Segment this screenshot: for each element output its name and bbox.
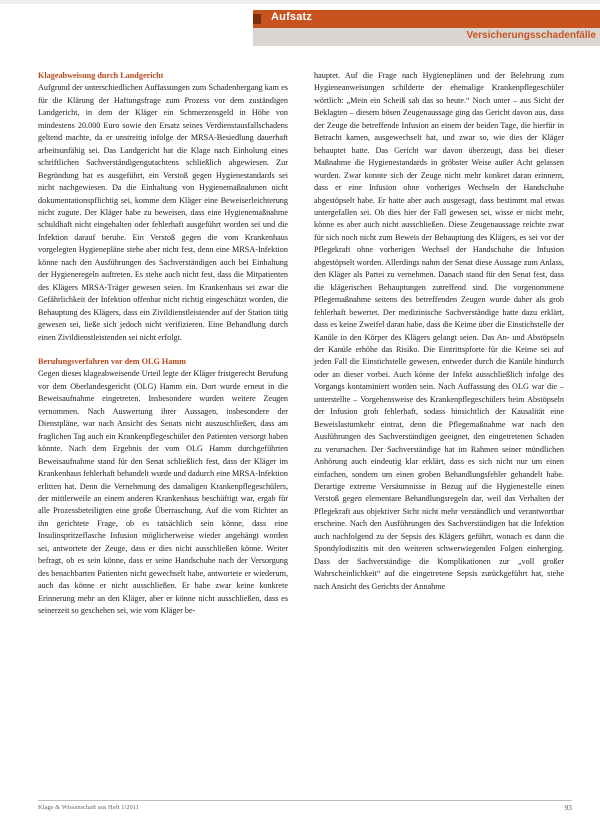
section-heading: Berufungsverfahren vor dem OLG Hamm [38, 356, 186, 366]
footer-rule [38, 800, 572, 801]
right-column [314, 70, 564, 593]
section-name: Aufsatz [271, 11, 313, 23]
footer-journal: Klage & Wissenschaft aus Heft 1/2011 [38, 804, 140, 811]
paragraph-gap [38, 344, 288, 356]
section-heading: Klageabweisung durch Landgericht [38, 71, 164, 80]
section-subtitle: Versicherungsschadenfälle [466, 30, 596, 41]
body-paragraph: Gegen dieses klageabweisende Urteil legte der Kläger fristgerecht Berufung vor dem Oberlandesgericht (OLG) Hamm ein. Dort wurde erneut in die Beweisaufnahme eingetreten. Insbesondere wurden weitere Zeugen vernommen. Nach Auswertung ihrer Aussagen, insbesondere der Dienstpläne, war nach Ansicht des Senats nicht auszuschließen, dass am fraglichen Tag auch ein Krankenpflegeschüler den Patienten versorgt haben könnte. Nach dem Ergebnis der vom OLG Hamm durchgeführten Beweisaufnahme stand für den Senat schließlich fest, dass der Kläger im Krankenhaus fehlerhaft behandelt wurde und dadurch eine MRSA-Infektion erlitten hat. Denn die Vernehmung des damaligen Krankenpflegeschülers, der mittlerweile an einem anderen Krankenhaus beschäftigt war, ergab für alle Prozessbeteiligten eine große Überraschung. Auf die vom Richter an ihn gerichtete Frage, ob es tatsächlich sein könne, dass eine Insulinspritzeflasche Infusion möglicherweise wieder angehängt worden sei, antwortete der Zeuge, dass er dies nicht ausschließen könne. Weiter befragt, ob es sein könne, dass er seine Handschuhe nach der Versorgung des benachbarten Patienten nicht gewechselt habe, antwortete er wiederum, auch das könne er nicht ausschließen. Er habe zwar keine konkrete Erinnerung mehr an den Kläger, aber er könne nicht ausschließen, dass es seinerzeit so geschehen sei, wie vom Kläger be- [38, 369, 288, 616]
body-paragraph: Aufgrund der unterschiedlichen Auffassungen zum Schadenhergang kam es für die Klärung der Haftungsfrage zum Prozess vor dem zuständigen Landgericht, in dem der Kläger ein Schmerzensgeld in Höhe von mindestens 20.000 Euro sowie den Ersatz seines Verdienstausfallschadens geltend machte, da er unstreitig infolge der MRSA-Besiedlung dauerhaft arbeitsunfähig sei. Das Landgericht hat die Klage nach Einholung eines schriftlichen Sachverständigengutachtens schließlich abgewiesen. Zur Begründung hat es ausgeführt, ein Verstoß gegen Hygienestandards sei nicht nachgewiesen. Da die Einhaltung von Hygienemaßnahmen nicht dokumentationspflichtig sei, komme dem Kläger eine Beweiserleichterung nicht zugute. Der Kläger habe zu beweisen, dass eine Hygienemaßnahme schuldhaft nicht eingehalten oder fehlerhaft ausgeführt worden sei und die Infektion darauf beruhe. Ein Verstoß gegen die vom Krankenhaus vorgelegten Hygienepläne stehe aber nicht fest, denn eine MRSA-Infektion könne nach den Ausführungen des Sachverständigen auch bei Einhaltung der Hygieneregeln auftreten. Es stehe auch nicht fest, dass die Mitpatienten des Klägers MRSA-Träger gewesen seien. Im Krankenhaus sei zwar die Gefährlichkeit der Infektion offenbar nicht richtig eingeschätzt worden, die Behauptung des Klägers, dass ein Zivildienstleistender auf der Station tätig gewesen sei, ließe sich jedoch nicht verifizieren. Eine Behandlung durch einen Zivildienstleistenden sei nicht erfolgt. [38, 83, 288, 342]
body-paragraph: hauptet. Auf die Frage nach Hygieneplänen und der Belehrung zum Hygieneanweisungen schilderte der ehemalige Krankenpflegeschüler wörtlich: „Mein ein Scheiß sah das so heute.“ Noch unter – aus Sicht der Beklagten – diesem bösen Zeugenaussage ging das Gericht davon aus, dass der Zeuge die betreffende Infusion an einem der beiden Tage, die hierfür in Betracht kamen, ausgewechselt hat, und zwar so, wie dies der Kläger behauptet hatte. Das Gericht war davon überzeugt, dass bei dieser Maßnahme die Hygienestandards in gröbster Weise außer Acht gelassen wurden. Zwar konnte sich der Zeuge nicht mehr konkret daran erinnern, dass er eine Infusion ohne vorheriges Wechseln der Handschuhe abgestöpselt habe. Er hatte aber auch ausgesagt, dass bestimmt mal etwas untergefallen sei. Ob dies hier der Fall gewesen sei, wisse er nicht mehr, könne es aber auch nicht ausschließen. Diese Zeugenaussage reichte zwar für sich noch nicht zum Beweis der Behauptung des Klägers, es sei vor der Pflegekraft ohne vorherigen Wechsel der Handschuhe die Infusion abgestöpselt worden. Allerdings nahm der Senat diese Aussage zum Anlass, den Kläger als Partei zu vernehmen. Danach stand für den Senat fest, dass die klägerischen Behauptungen zutreffend sind. Die vorgenommene Pflegemaßnahme seitens des betreffenden Zeugen wurde daher als grob fehlerhaft bewertet. Der medizinische Sachverständige hatte dazu erklärt, dass es keine Zweifel daran habe, dass die Keime über die Einstichstelle der Kanüle in den Körper des Klägers gelangt seien. Das An- und Abstöpseln der Kanüle erhöhe das Risiko. Die Eintrittspforte für die Keime sei auf jeden Fall die Einstichstelle gewesen, entweder durch die Kanüle hindurch oder an dieser vorbei. Auch könne der Infekt ausschließlich infolge des Vorgangs kontaminiert worden sein. Nach Auffassung des OLG war die – unterstellte – Vorgehensweise des Krankenpflegeschülers beim Abstöpseln der Infusion grob fehlerhaft, sodass hinsichtlich der Kausalität eine Beweislastumkehr eintrat, denn die Pflegemaßnahme war nach den Ausführungen des Sachverständigen geeignet, den eingetretenen Schaden zu verursachen. Der Sachverständige hat im Rahmen seiner mündlichen Anhörung auch eindeutig klar erklärt, dass es sich nicht nur um einen einfachen, sondern um einen groben Behandlungsfehler gehandelt habe. Derartige extreme Versäumnisse in Bezug auf die Hygienestelle einen Verstoß gegen elementare Behandlungsregeln dar, weil das Verhalten der Pflegekraft aus objektiver Sicht nicht mehr verständlich und verantwortbar erscheine. Nach den Ausführungen des Sachverständigen hat die Infektion auch nachfolgend zu der Sepsis des Klägers geführt, wonach es dann die Spondylodiszitis mit den weiteren schwerwiegenden Folgen einherging. Dass der Sachverständige die Komplikationen zur „voll großer Wahrscheinlichkeit“ auf die eingetretene Sepsis zurückgeführt hat, stehe nach Ansicht des Gerichts der Annahme [314, 71, 564, 591]
left-column [38, 70, 288, 617]
page-number: 93 [564, 803, 572, 812]
top-rule [0, 0, 600, 4]
section-marker [253, 14, 261, 24]
section-subtitle-bar [253, 28, 600, 46]
